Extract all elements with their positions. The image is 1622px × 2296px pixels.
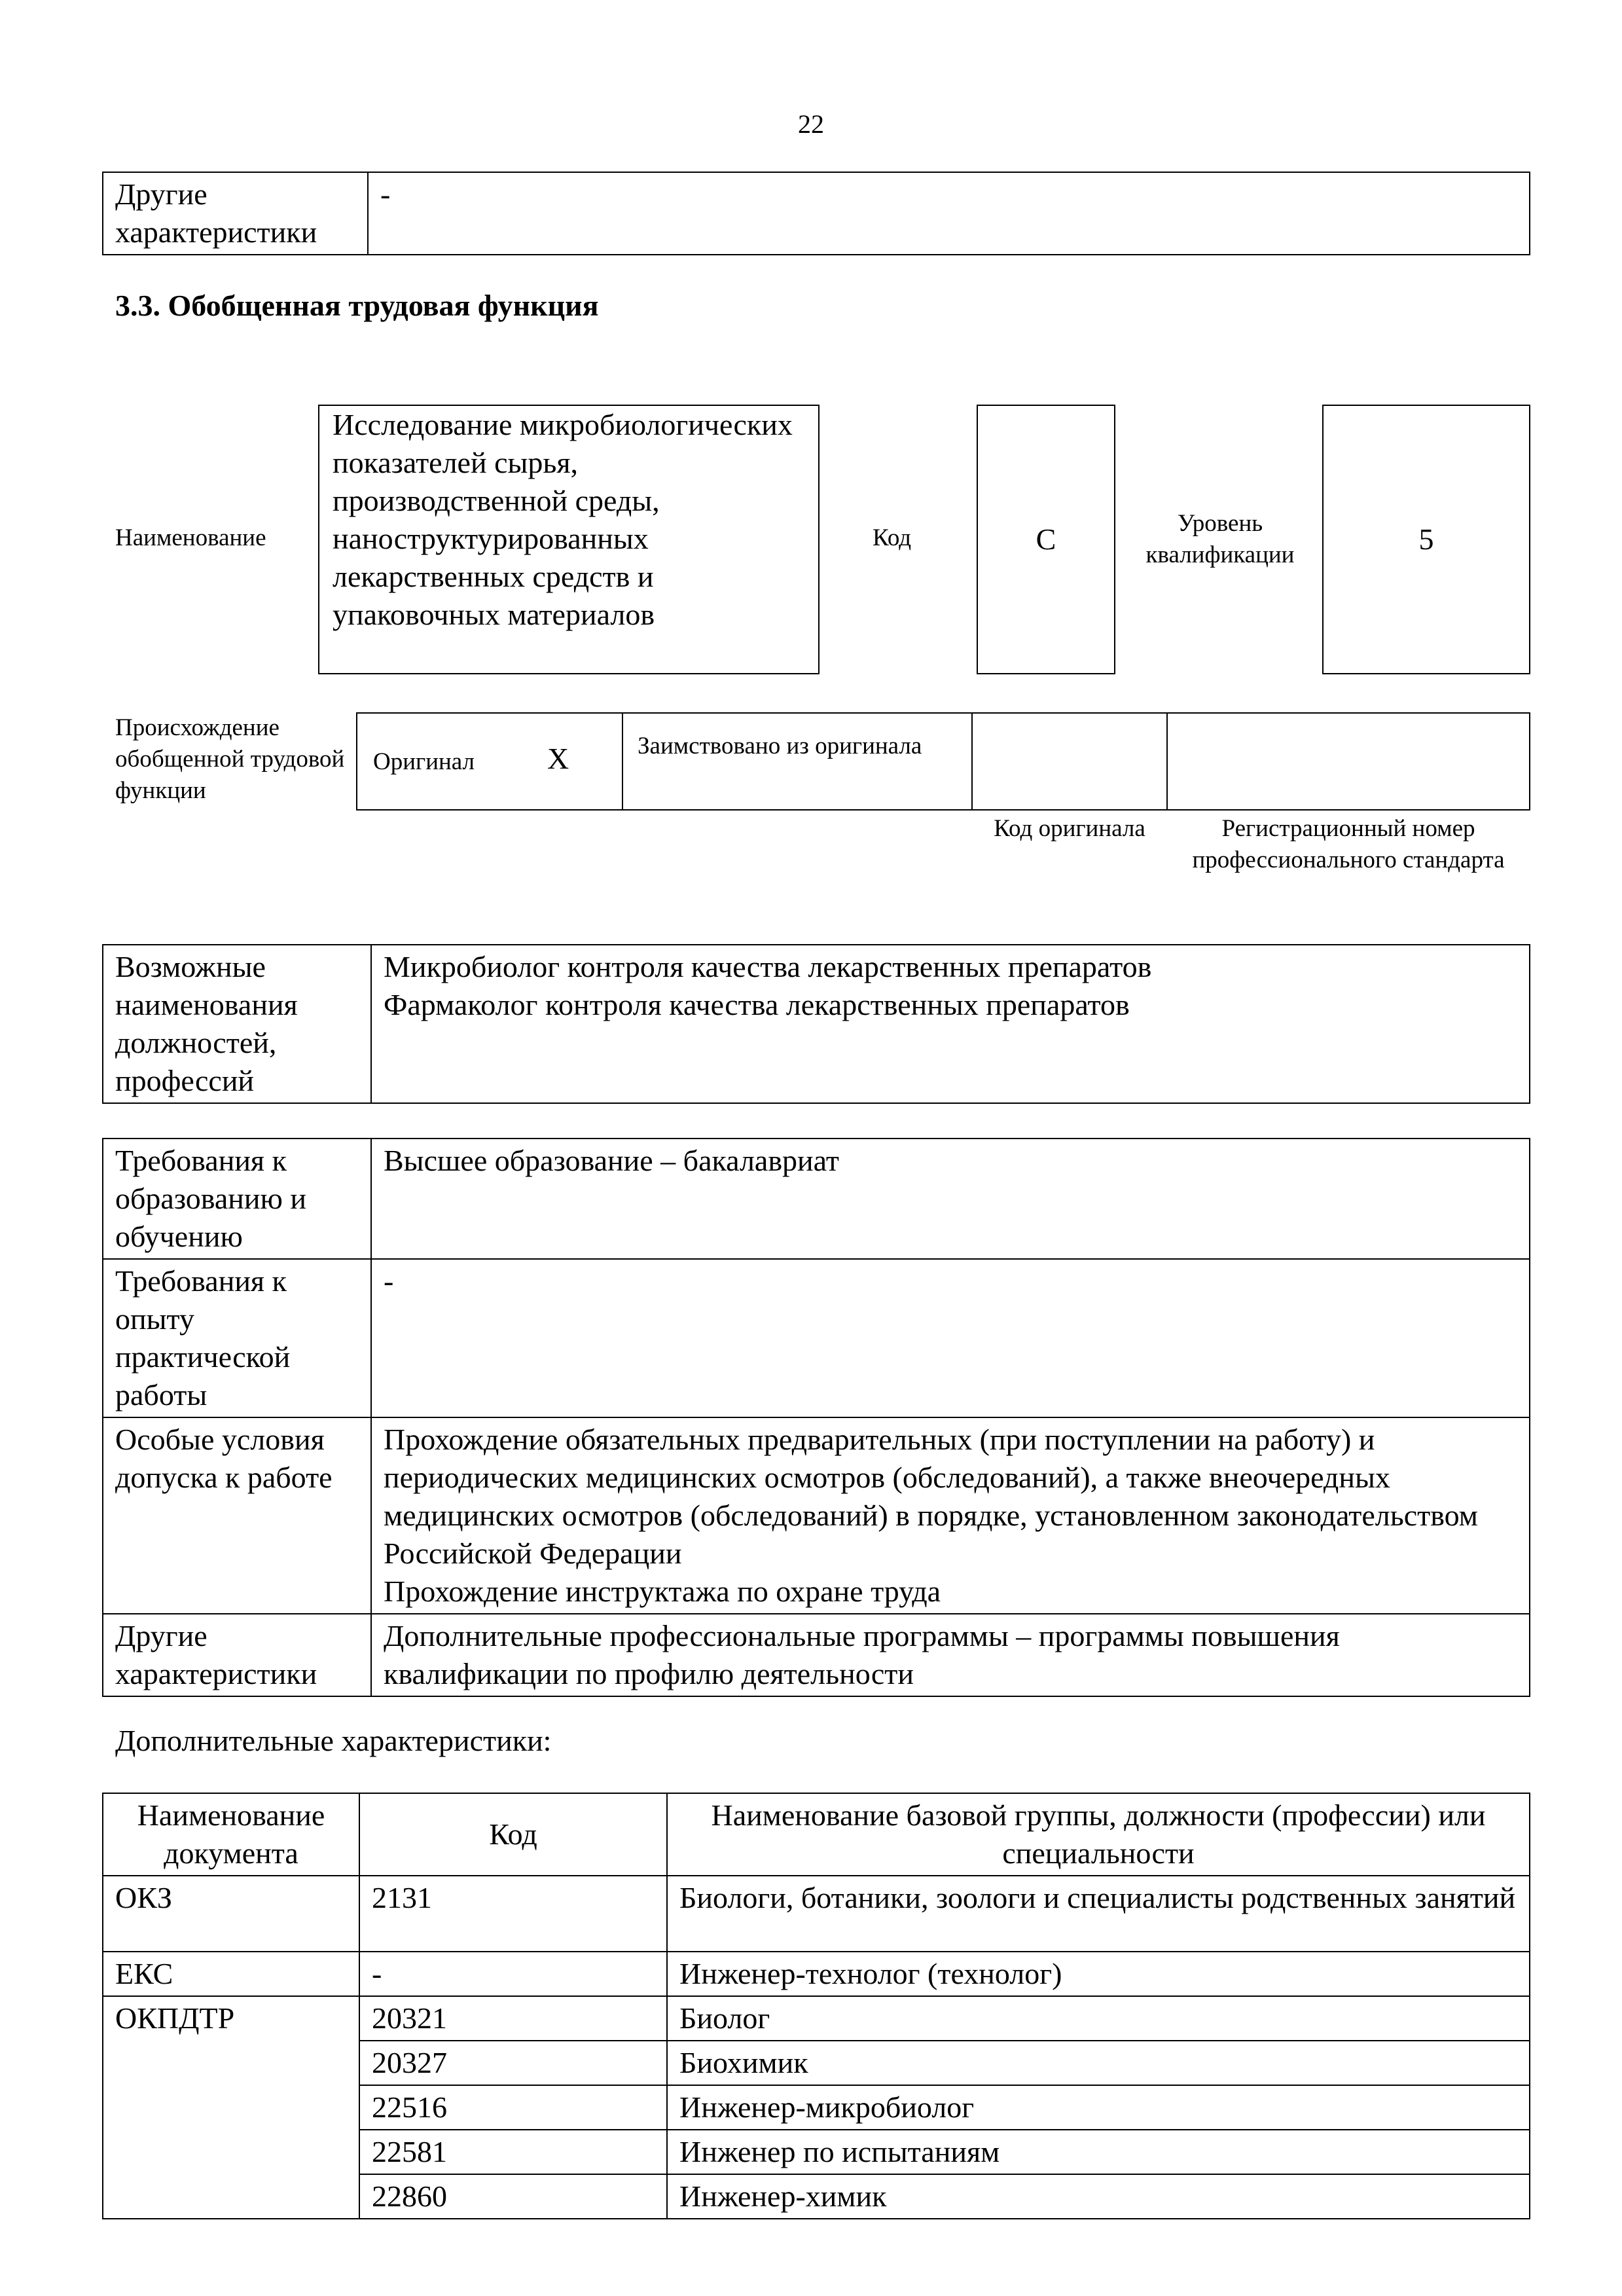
header-name: Наименование базовой группы, должности (профессии) или специальности	[667, 1793, 1530, 1876]
origin-code-caption: Код оригинала	[994, 815, 1145, 842]
row-code: -	[359, 1952, 667, 1996]
positions-label: Возможные наименования должностей, профессий	[103, 945, 371, 1103]
borrowed-label: Заимствовано из оригинала	[638, 733, 922, 759]
positions-values	[371, 945, 1530, 1103]
position-2: Фармаколог контроля качества лекарственных препаратов	[384, 988, 1130, 1021]
origin-divider-2	[971, 712, 973, 811]
other-characteristics-label: Другие характеристики	[103, 172, 368, 255]
page-number: 22	[798, 109, 824, 139]
table-row	[103, 1259, 1530, 1417]
row-code: 20327	[359, 2041, 667, 2085]
other-value: Дополнительные профессиональные программы – программы повышения квалификации по профилю деятельности	[371, 1614, 1530, 1696]
other-characteristics-value: -	[368, 172, 1530, 255]
table-row	[103, 1996, 1530, 2041]
other-label: Другие характеристики	[103, 1614, 371, 1696]
function-name-box	[318, 405, 820, 674]
row-name: Биолог	[667, 1996, 1530, 2041]
row-name: Инженер-технолог (технолог)	[667, 1952, 1530, 1996]
row-name: Инженер по испытаниям	[667, 2130, 1530, 2174]
origin-label: Происхождение обобщенной трудовой функции	[115, 714, 345, 804]
admission-value-1: Прохождение обязательных предварительных (при поступлении на работу) и периодических медицинских осмотров (обследований), а также внеочередных медицинских осмотров (обследований) в порядке, установленном законодательством Российской Федерации	[384, 1423, 1478, 1570]
row-code: 22860	[359, 2174, 667, 2219]
row-code: 20321	[359, 1996, 667, 2041]
qualification-level-label: Уровень квалификации	[1145, 510, 1295, 568]
row-name: Биологи, ботаники, зоологи и специалисты родственных занятий	[667, 1876, 1530, 1952]
table-row	[103, 1139, 1530, 1259]
top-table	[102, 172, 1530, 255]
function-code-value: C	[1036, 522, 1056, 556]
origin-divider-1	[622, 712, 623, 811]
additional-table	[102, 1793, 1530, 2219]
row-name: Инженер-химик	[667, 2174, 1530, 2219]
experience-label: Требования к опыту практической работы	[103, 1259, 371, 1417]
qualification-level-value: 5	[1418, 522, 1434, 556]
row-name: Биохимик	[667, 2041, 1530, 2085]
table-row	[103, 1614, 1530, 1696]
table-row	[103, 1952, 1530, 1996]
admission-label: Особые условия допуска к работе	[103, 1417, 371, 1614]
table-header-row	[103, 1793, 1530, 1876]
row-code: 22516	[359, 2085, 667, 2130]
row-doc: ЕКС	[103, 1952, 359, 1996]
row-name: Инженер-микробиолог	[667, 2085, 1530, 2130]
experience-value: -	[371, 1259, 1530, 1417]
table-row	[103, 1417, 1530, 1614]
row-code: 22581	[359, 2130, 667, 2174]
original-mark: X	[547, 742, 569, 775]
function-code-label: Код	[873, 524, 912, 551]
original-label: Оригинал	[373, 748, 475, 775]
function-name-value: Исследование микробиологических показателей сырья, производственной среды, наноструктурированных лекарственных средств и упаковочных материалов	[333, 408, 793, 631]
additional-heading: Дополнительные характеристики:	[115, 1724, 552, 1757]
registration-number-caption: Регистрационный номер профессионального стандарта	[1192, 815, 1505, 873]
admission-value-2: Прохождение инструктажа по охране труда	[384, 1575, 941, 1608]
education-value: Высшее образование – бакалавриат	[371, 1139, 1530, 1259]
origin-divider-3	[1166, 712, 1168, 811]
qualification-level-box	[1322, 405, 1530, 674]
admission-value	[371, 1417, 1530, 1614]
row-doc: ОКПДТР	[103, 1996, 359, 2219]
position-1: Микробиолог контроля качества лекарственных препаратов	[384, 950, 1152, 983]
requirements-table	[102, 1138, 1530, 1697]
row-code: 2131	[359, 1876, 667, 1952]
header-code: Код	[359, 1793, 667, 1876]
positions-table	[102, 944, 1530, 1104]
section-heading: 3.3. Обобщенная трудовая функция	[115, 289, 599, 322]
function-code-box	[977, 405, 1115, 674]
table-row	[103, 1876, 1530, 1952]
row-doc: ОКЗ	[103, 1876, 359, 1952]
header-document: Наименование документа	[103, 1793, 359, 1876]
function-name-label: Наименование	[115, 524, 266, 551]
education-label: Требования к образованию и обучению	[103, 1139, 371, 1259]
